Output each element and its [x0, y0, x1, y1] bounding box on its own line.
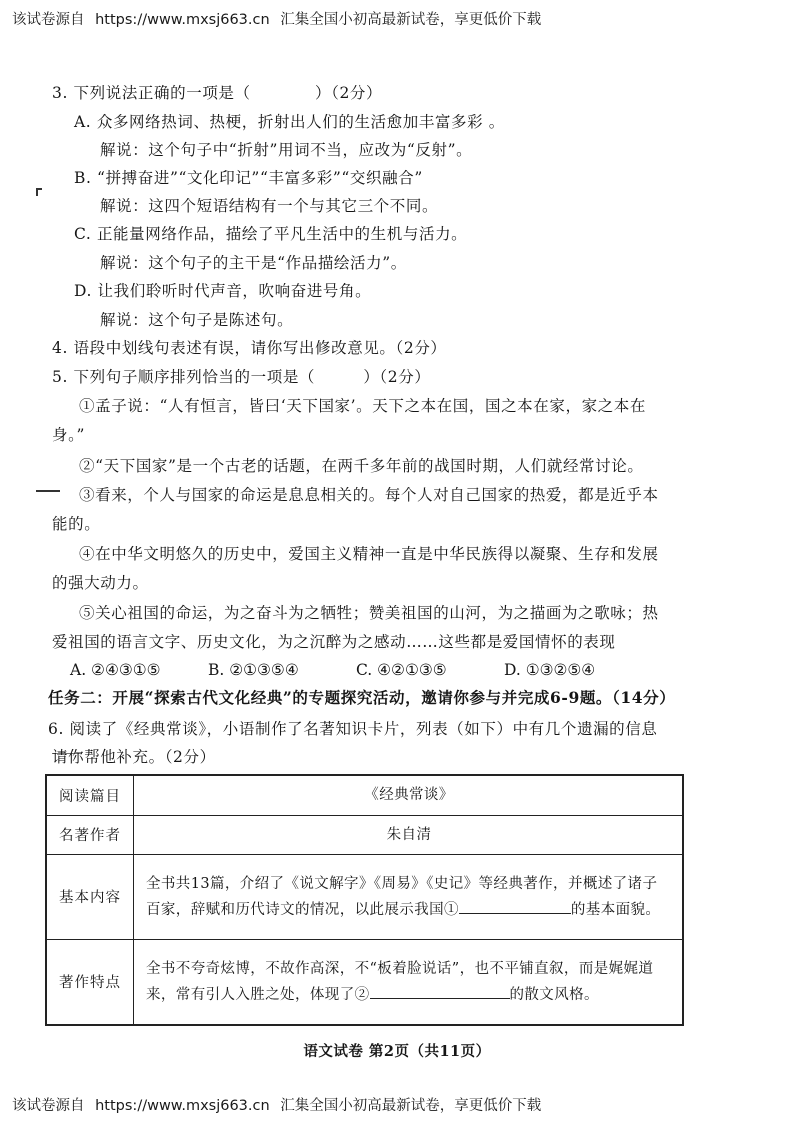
banner-source-label: 该试卷源自 [12, 1098, 85, 1114]
question-6-line-1: 6. 阅读了《经典常谈》，小语制作了名著知识卡片，列表（如下）中有几个遗漏的信息 [48, 720, 658, 738]
card-label-features: 著作特点 [46, 939, 134, 1025]
card-features-text-end: 的散文风格。 [509, 986, 599, 1003]
card-row-author [46, 815, 683, 854]
q5-choice-a: A. ②④③①⑤ [70, 661, 161, 679]
card-label-author: 名著作者 [46, 815, 134, 854]
q3-option-a: A. 众多网络热词、热梗，折射出人们的生活愈加丰富多彩 。 [74, 113, 505, 131]
q3-option-d-note: 解说：这个句子是陈述句。 [100, 311, 294, 329]
question-6-line-2: 请你帮他补充。（2分） [52, 748, 216, 766]
task-2-title: 任务二：开展“探索古代文化经典”的专题探究活动，邀请你参与并完成6-9题。（14分） [48, 688, 676, 707]
q5-sentence-4-cont: 的强大动力。 [52, 574, 149, 592]
q3-option-c: C. 正能量网络作品，描绘了平凡生活中的生机与活力。 [74, 225, 468, 243]
banner-source-label: 该试卷源自 [12, 12, 85, 28]
q3-option-b: B. “拼搏奋进”“文化印记”“丰富多彩”“交织融合” [74, 169, 423, 187]
top-banner [12, 7, 782, 33]
card-row-title [46, 775, 683, 815]
card-row-content [46, 854, 683, 939]
card-content-text-end: 的基本面貌。 [570, 901, 661, 918]
banner-url-link[interactable]: https://www.mxsj663.cn [95, 1098, 270, 1114]
q5-sentence-2: ②“天下国家”是一个古老的话题，在两千多年前的战国时期，人们就经常讨论。 [79, 457, 644, 475]
scan-mark [36, 188, 38, 196]
card-label-content: 基本内容 [46, 854, 134, 939]
book-knowledge-card [45, 774, 684, 1026]
card-value-features [134, 939, 684, 1025]
q5-choices [70, 659, 595, 681]
q5-sentence-1: ①孟子说：“人有恒言，皆曰‘天下国家’。天下之本在国，国之本在家，家之本在 [79, 397, 646, 415]
banner-slogan: 汇集全国小初高最新试卷，享更低价下载 [280, 12, 542, 28]
q5-choice-d: D. ①③②⑤④ [504, 661, 596, 679]
q5-sentence-4: ④在中华文明悠久的历史中，爱国主义精神一直是中华民族得以凝聚、生存和发展 [79, 545, 659, 563]
page-footer: 语文试卷 第2页（共11页） [303, 1043, 491, 1060]
q5-choice-c: C. ④②①③⑤ [356, 661, 447, 679]
question-3-stem: 3. 下列说法正确的一项是（ ）（2分） [52, 84, 383, 102]
bottom-banner [12, 1093, 782, 1119]
question-5-stem: 5. 下列句子顺序排列恰当的一项是（ ）（2分） [52, 368, 431, 386]
banner-slogan: 汇集全国小初高最新试卷，享更低价下载 [280, 1098, 542, 1114]
q5-sentence-1-cont: 身。” [52, 426, 85, 444]
q5-sentence-5-cont: 爱祖国的语言文字、历史文化，为之沉醉为之感动……这些都是爱国情怀的表现 [52, 633, 616, 651]
card-value-content [134, 854, 684, 939]
q3-option-b-note: 解说：这四个短语结构有一个与其它三个不同。 [100, 197, 439, 215]
question-4-stem: 4. 语段中划线句表述有误，请你写出修改意见。（2分） [52, 339, 447, 357]
q3-option-d: D. 让我们聆听时代声音，吹响奋进号角。 [74, 282, 372, 300]
q3-option-c-note: 解说：这个句子的主干是“作品描绘活力”。 [100, 254, 407, 272]
scan-mark [36, 490, 60, 492]
q5-choice-b: B. ②①③⑤④ [208, 661, 299, 679]
q5-sentence-3-cont: 能的。 [52, 515, 101, 533]
banner-url-link[interactable]: https://www.mxsj663.cn [95, 12, 270, 28]
q5-sentence-5: ⑤关心祖国的命运，为之奋斗为之牺牲；赞美祖国的山河，为之描画为之歌咏；热 [79, 604, 659, 622]
q3-option-a-note: 解说：这个句子中“折射”用词不当，应改为“反射”。 [100, 141, 473, 159]
card-row-features [46, 939, 683, 1025]
card-value-title: 《经典常谈》 [134, 775, 684, 815]
answer-blank-2[interactable] [370, 982, 510, 999]
card-label-title: 阅读篇目 [46, 775, 134, 815]
card-value-author: 朱自清 [134, 815, 684, 854]
q5-sentence-3: ③看来，个人与国家的命运是息息相关的。每个人对自己国家的热爱，都是近乎本 [79, 486, 659, 504]
card-features-text: 全书不夸奇炫博，不故作高深，不“板着脸说话”，也不平铺直叙，而是娓娓道来，常有引人入胜之处，体现了② [146, 960, 654, 1003]
answer-blank-1[interactable] [459, 897, 571, 914]
card-content-text: 全书共13篇，介绍了《说文解字》《周易》《史记》等经典著作，并概述了诸子百家，辞赋和历代诗文的情况，以此展示我国① [146, 875, 658, 918]
